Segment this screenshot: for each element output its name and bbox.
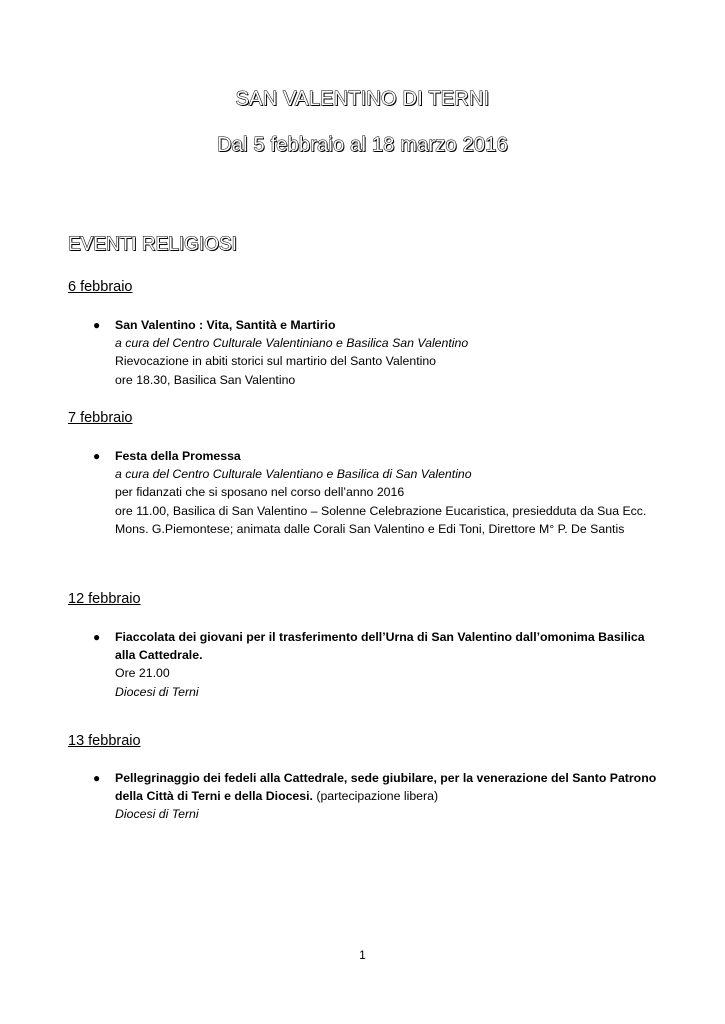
date-heading: 12 febbraio xyxy=(68,591,141,607)
event-name: San Valentino : Vita, Santità e Martirio xyxy=(115,318,336,332)
document-title: SAN VALENTINO DI TERNI xyxy=(235,88,490,110)
event-description: Rievocazione in abiti storici sul martirio del Santo Valentino xyxy=(115,354,437,369)
date-heading: 7 febbraio xyxy=(68,410,133,426)
page-number: 1 xyxy=(359,948,366,962)
bullet-icon: ● xyxy=(93,771,101,785)
date-heading: 6 febbraio xyxy=(68,279,133,295)
document-subtitle: Dal 5 febbraio al 18 marzo 2016 xyxy=(217,134,508,156)
event-organizer: a cura del Centro Culturale Valentiano e Basilica di San Valentino xyxy=(115,467,472,482)
event-organizer: Diocesi di Terni xyxy=(115,684,199,699)
event-note: (partecipazione libera) xyxy=(316,789,439,804)
event-description: per fidanzati che si sposano nel corso dell’anno 2016 xyxy=(115,485,405,500)
bullet-icon: ● xyxy=(93,449,101,463)
event-item xyxy=(93,447,665,538)
bullet-icon: ● xyxy=(93,318,101,332)
event-item xyxy=(93,628,665,701)
event-organizer: a cura del Centro Culturale Valentiniano e Basilica San Valentino xyxy=(115,336,469,351)
bullet-icon: ● xyxy=(93,630,101,644)
date-heading: 13 febbraio xyxy=(68,733,141,749)
event-name: Festa della Promessa xyxy=(115,449,241,463)
event-item xyxy=(93,316,665,389)
section-title: EVENTI RELIGIOSI xyxy=(68,234,237,255)
event-time: Ore 21.00 xyxy=(115,666,170,681)
event-time-place: ore 11.00, Basilica di San Valentino – Solenne Celebrazione Eucaristica, presiedduta da Sua Ecc. Mons. G.Piemontese; animata dalle Corali San Valentino e Edi Toni, Direttore M° P. De Santis xyxy=(115,503,647,536)
event-name: Fiaccolata dei giovani per il trasferimento dell’Urna di San Valentino dall’omonima Basilica alla Cattedrale. xyxy=(115,630,645,663)
event-time-place: ore 18.30, Basilica San Valentino xyxy=(115,372,296,387)
event-organizer: Diocesi di Terni xyxy=(115,807,199,822)
event-item xyxy=(93,769,665,824)
event-name: Pellegrinaggio dei fedeli alla Cattedrale, sede giubilare, per la venerazione del Santo Patrono della Città di Terni e della Diocesi. xyxy=(115,771,657,804)
